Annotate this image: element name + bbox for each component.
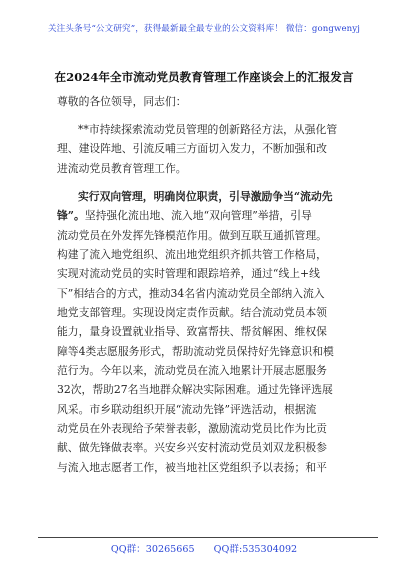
- promo-banner: 关注头条号“公文研究”，获得最新最全最专业的公文资料库！ 微信：gongwenyj: [47, 24, 361, 34]
- salutation: [57, 92, 349, 111]
- paragraph-line: 献、做先锋做表率。兴安乡兴安村流动党员刘双龙积极参: [57, 441, 327, 455]
- paragraph-line: 与流入地志愿者工作，被当地社区党组织予以表扬；和平: [57, 460, 327, 474]
- paragraph-line: 动党员在外表现给予荣誉表彰，激励流动党员比作为比贡: [57, 422, 327, 436]
- paragraph-line: 风采。市乡联动组织开展“流动先锋”评选活动，根据流: [57, 402, 317, 416]
- page-title: 在2024年全市流动党员教育管理工作座谈会上的汇报发言: [54, 70, 354, 84]
- paragraph-line: **市持续探索流动党员管理的创新路径方法，从强化管: [78, 123, 338, 136]
- paragraph-line: 地党支部管理。实现设岗定责作贡献。结合流动党员本领: [57, 306, 327, 320]
- section-paragraph: [57, 187, 349, 477]
- qq-group-2: QQ群:535304092: [213, 544, 298, 555]
- paragraph-line: 理、建设阵地、引流反哺三方面切入发力，不断加强和改: [57, 142, 327, 156]
- paragraph-line: 下”相结合的方式，推动34名省内流动党员全部纳入流入: [57, 286, 325, 300]
- intro-paragraph: [57, 120, 349, 178]
- paragraph-line: 障等4类志愿服务形式，帮助流动党员保持好先锋意识和模: [57, 344, 334, 358]
- footer-contacts: [0, 541, 408, 555]
- paragraph-line: 构建了流入地党组织、流出地党组织齐抓共管工作格局，: [57, 248, 327, 262]
- section-heading-end: 锋”。: [57, 209, 85, 223]
- section-first-line: [57, 206, 349, 225]
- paragraph-line: 32次，帮助27名当地群众解决实际困难。通过先锋评选展: [57, 383, 333, 397]
- section-first-line-text: 坚持强化流出地、流入地“双向管理”举措，引导: [84, 209, 312, 223]
- paragraph-line: 范行为。今年以来，流动党员在流入地累计开展志愿服务: [57, 364, 327, 378]
- section-heading: 实行双向管理，明确岗位职责，引导激励争当“流动先: [78, 190, 333, 203]
- paragraph-line: 实现对流动党员的实时管理和跟踪培养，通过“线上+线: [57, 267, 320, 281]
- paragraph-line: 能力，量身设置就业指导、致富帮扶、帮贫解困、维权保: [57, 325, 327, 339]
- qq-group-1: QQ群：30265665: [110, 544, 195, 555]
- paragraph-line: 流动党员在外发挥先锋模范作用。做到互联互通抓管理。: [57, 228, 327, 242]
- paragraph-line: 进流动党员教育管理工作。: [57, 161, 187, 175]
- salutation-text: 尊敬的各位领导，同志们：: [57, 95, 187, 108]
